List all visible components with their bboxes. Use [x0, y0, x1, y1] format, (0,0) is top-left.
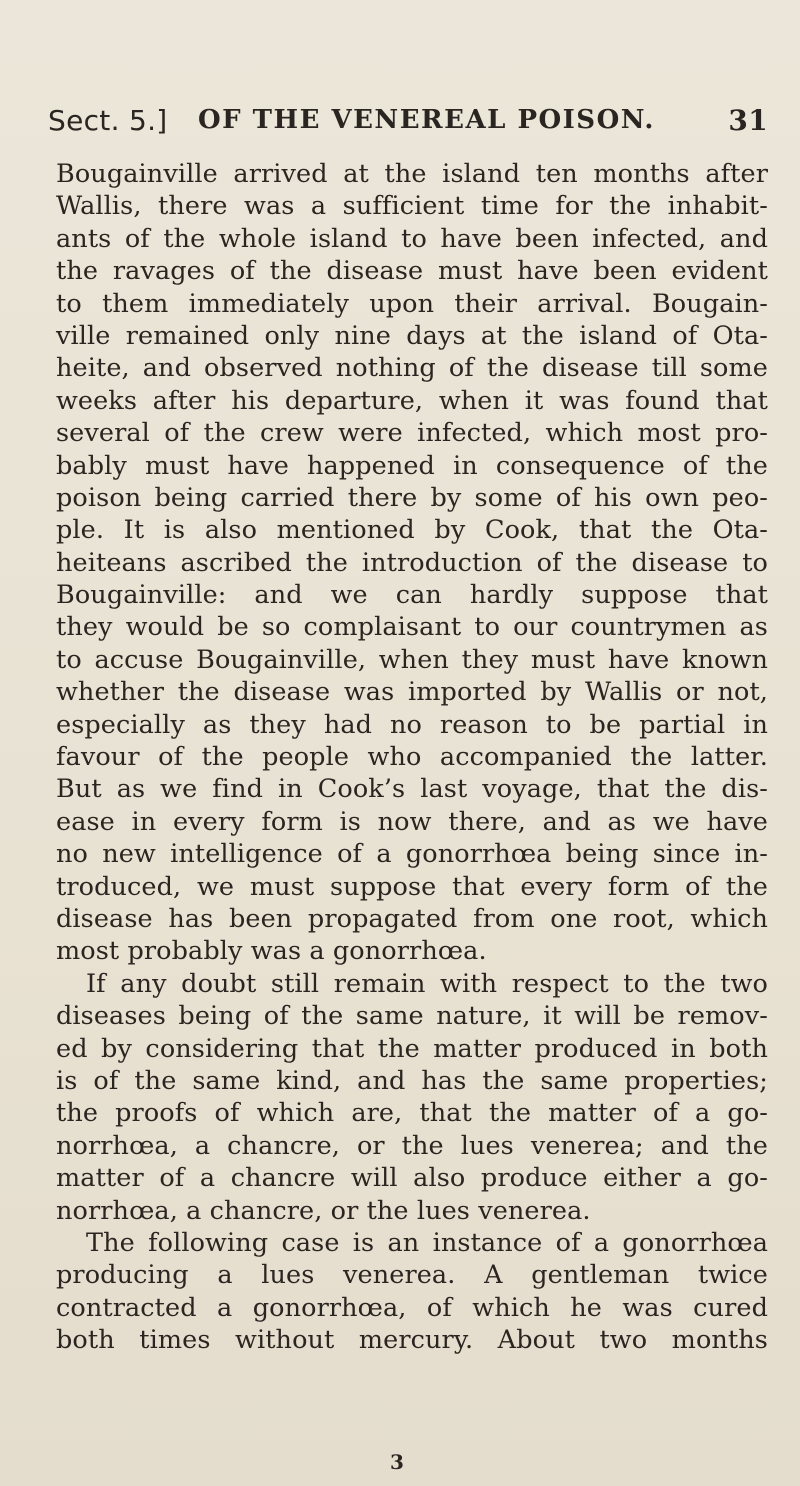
text-line: poison being carried there by some of his own peo-: [56, 482, 768, 513]
text-line: favour of the people who accompanied the latter.: [56, 742, 768, 773]
paragraph-end-line: most probably was a gonorrhœa.: [56, 936, 487, 967]
text-line: norrhœa, a chancre, or the lues venerea; and the: [56, 1130, 768, 1161]
text-line: the proofs of which are, that the matter of a go-: [56, 1098, 768, 1129]
page-number: 31: [728, 104, 768, 137]
text-line: ease in every form is now there, and as we have: [56, 806, 768, 837]
text-line: ville remained only nine days at the island of Ota-: [56, 320, 768, 351]
text-line: disease has been propagated from one root, which: [56, 903, 768, 934]
paragraph-start-line: The following case is an instance of a gonorrhœa: [86, 1227, 768, 1258]
text-line: contracted a gonorrhœa, of which he was cured: [56, 1292, 768, 1323]
paragraph-end-line: norrhœa, a chancre, or the lues venerea.: [56, 1195, 591, 1226]
paragraph-start-line: If any doubt still remain with respect to the two: [86, 968, 768, 999]
text-line: no new intelligence of a gonorrhœa being since in-: [56, 839, 768, 870]
text-line: heite, and observed nothing of the disease till some: [56, 353, 768, 384]
text-line: ple. It is also mentioned by Cook, that the Ota-: [56, 515, 768, 546]
text-line: ed by considering that the matter produced in both: [56, 1033, 768, 1064]
text-line: to them immediately upon their arrival. Bougain-: [56, 288, 768, 319]
text-line: Bougainville: and we can hardly suppose that: [56, 580, 768, 611]
text-line: troduced, we must suppose that every form of the: [56, 871, 768, 902]
text-line: especially as they had no reason to be partial in: [56, 709, 768, 740]
body-text: [56, 158, 768, 1356]
text-line: Bougainville arrived at the island ten months after: [56, 159, 768, 189]
text-line: heiteans ascribed the introduction of the disease to: [56, 547, 768, 578]
text-line: to accuse Bougainville, when they must have known: [56, 644, 768, 675]
signature-mark: 3: [390, 1450, 404, 1474]
text-line: the ravages of the disease must have been evident: [56, 256, 768, 287]
running-title: OF THE VENEREAL POISON.: [198, 105, 655, 135]
text-line: matter of a chancre will also produce either a go-: [56, 1163, 768, 1194]
text-line: weeks after his departure, when it was found that: [56, 385, 768, 416]
text-line: ants of the whole island to have been infected, and: [56, 223, 768, 254]
text-line: whether the disease was imported by Wallis or not,: [56, 677, 768, 708]
text-line: they would be so complaisant to our countrymen as: [56, 612, 768, 643]
running-header: [48, 104, 768, 144]
text-line: Wallis, there was a sufficient time for the inhabit-: [56, 191, 768, 222]
text-line: diseases being of the same nature, it will be remov-: [56, 1001, 768, 1032]
text-line: both times without mercury. About two months: [56, 1325, 768, 1356]
text-line: bably must have happened in consequence of the: [56, 450, 768, 481]
section-marker: Sect. 5.]: [48, 104, 168, 137]
text-line: But as we find in Cook’s last voyage, that the dis-: [56, 774, 768, 805]
text-line: is of the same kind, and has the same properties;: [56, 1065, 768, 1096]
text-line: producing a lues venerea. A gentleman twice: [56, 1260, 768, 1291]
text-line: several of the crew were infected, which most pro-: [56, 418, 768, 449]
